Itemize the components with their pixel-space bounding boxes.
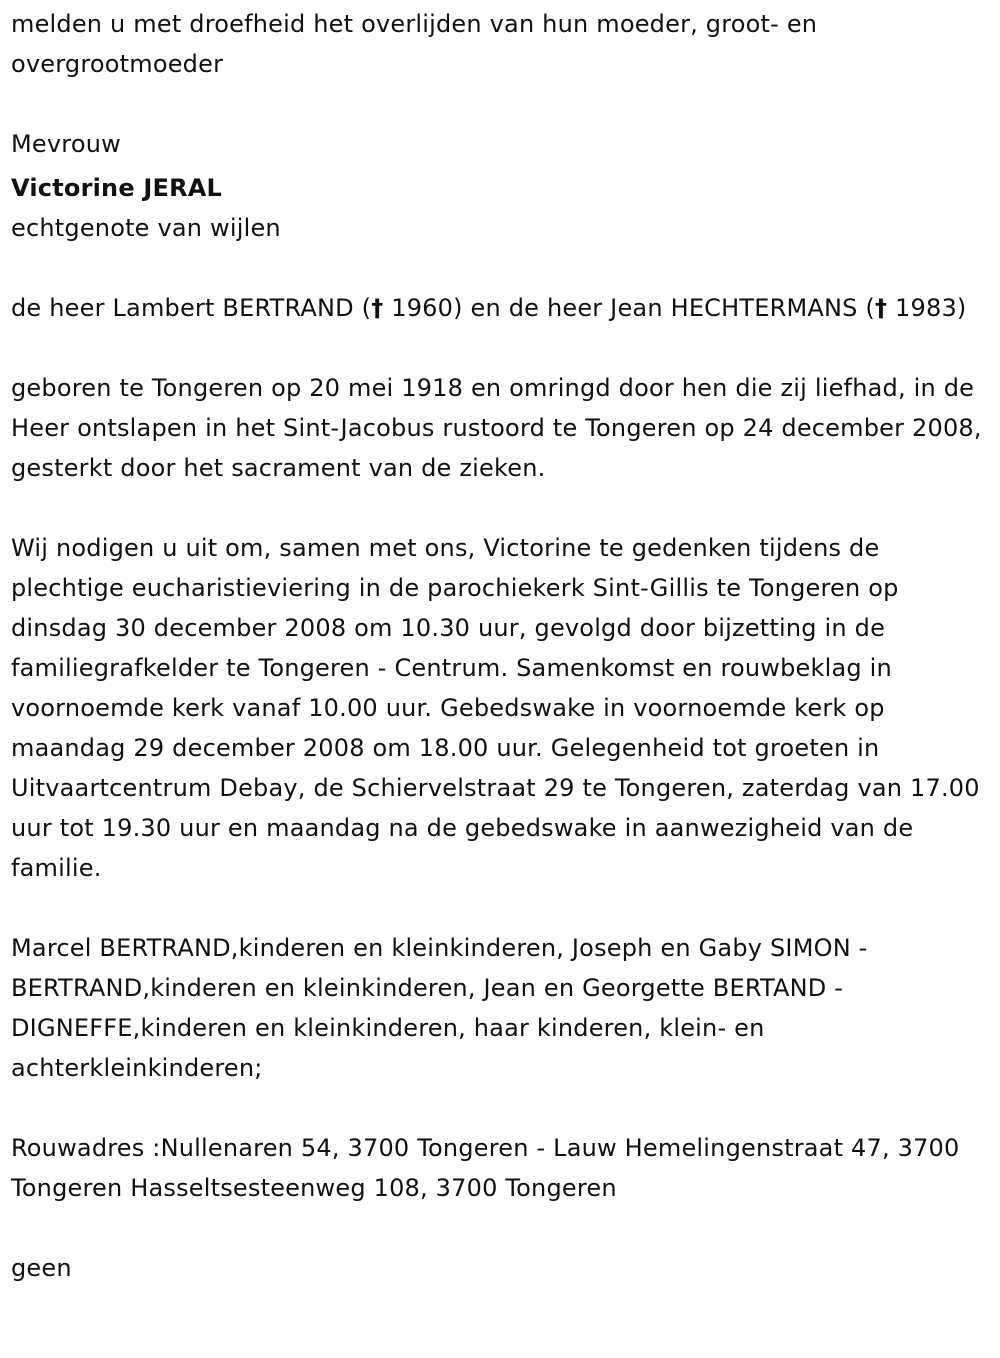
- address-text: Rouwadres :Nullenaren 54, 3700 Tongeren - Lauw Hemelingenstraat 47, 3700 Tongeren Hasseltsesteenweg 108, 3700 Tongeren: [11, 1134, 960, 1202]
- spouse-intro: echtgenote van wijlen: [11, 214, 281, 242]
- spacer: [11, 328, 991, 368]
- deceased-name: Victorine JERAL: [11, 174, 223, 202]
- family-text: Marcel BERTRAND,kinderen en kleinkinderen, Joseph en Gaby SIMON - BERTRAND,kinderen en kleinkinderen, Jean en Georgette BERTAND - DIGNEFFE,kinderen en kleinkinderen, haar kinderen, klein- en achterkleinkinderen;: [11, 934, 868, 1082]
- ceremony-text: Wij nodigen u uit om, samen met ons, Victorine te gedenken tijdens de plechtige eucharistieviering in de parochiekerk Sint-Gillis te Tongeren op dinsdag 30 december 2008 om 10.30 uur, gevolgd door bijzetting in de familiegrafkelder te Tongeren - Centrum. Samenkomst en rouwbeklag in voornoemde kerk vanaf 10.00 uur. Gebedswake in voornoemde kerk op maandag 29 december 2008 om 18.00 uur. Gelegenheid tot groeten in Uitvaartcentrum Debay, de Schiervelstraat 29 te Tongeren, zaterdag van 17.00 uur tot 19.30 uur en maandag na de gebedswake in aanwezigheid van de familie.: [11, 534, 980, 882]
- obituary-document: [11, 4, 991, 1288]
- birth-death-text: geboren te Tongeren op 20 mei 1918 en omringd door hen die zij liefhad, in de Heer ontslapen in het Sint-Jacobus rustoord te Tongeren op 24 december 2008, gesterkt door het sacrament van de zieken.: [11, 374, 982, 482]
- spacer: [11, 888, 991, 928]
- spouse-part-1: de heer Lambert BERTRAND (: [11, 294, 372, 322]
- intro-text: melden u met droefheid het overlijden van hun moeder, groot- en overgrootmoeder: [11, 10, 818, 78]
- title-prefix: Mevrouw: [11, 130, 121, 158]
- spacer: [11, 488, 991, 528]
- spacer: [11, 84, 991, 124]
- cross-icon: †: [875, 294, 888, 322]
- spouse-part-2: 1960) en de heer Jean HECHTERMANS (: [383, 294, 875, 322]
- closing-text: geen: [11, 1254, 72, 1282]
- cross-icon: †: [371, 294, 384, 322]
- spacer: [11, 1088, 991, 1128]
- spouses-text: [11, 288, 991, 328]
- spouse-part-3: 1983): [887, 294, 967, 322]
- spacer: [11, 1208, 991, 1248]
- spacer: [11, 248, 991, 288]
